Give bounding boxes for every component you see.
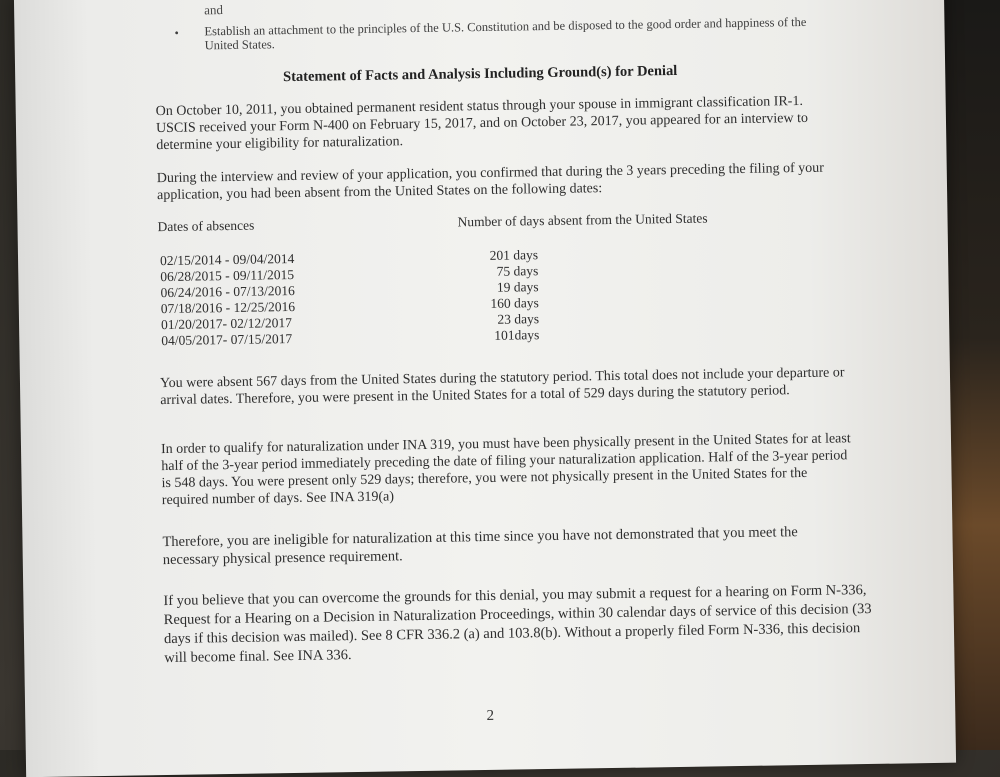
row-dates: 04/05/2017- 07/15/2017 — [161, 331, 293, 349]
header-dates: Dates of absences — [157, 217, 255, 235]
paragraph-status: On October 10, 2011, you obtained permanent resident status through your spouse in immigrant classification IR-1. USCIS received your Form N-400 on February 15, 2017, and on October 23, 2017, you appeared for an interview to determine your eligibility for naturalization. — [155, 93, 809, 154]
absence-table-header — [157, 209, 797, 235]
row-dates: 02/15/2014 - 09/04/2014 — [159, 250, 295, 269]
bullet-text: Establish an attachment to the principles of the U.S. Constitution and be disposed to the good order and happiness of the United States. — [204, 14, 807, 53]
absence-table — [157, 209, 799, 349]
row-days: 201 days — [489, 247, 539, 263]
row-days: 75 days — [496, 263, 539, 279]
row-days: 23 days — [497, 311, 540, 327]
row-dates: 06/28/2015 - 09/11/2015 — [160, 266, 295, 285]
paragraph-requirement: In order to qualify for naturalization under INA 319, you must have been physically present in the United States for at least half of the 3-year period immediately preceding the date of filing your naturalization application. Half of the 3-year period is 548 days. You were present only 529 days; therefore, you were not physically present in the United States for the required number of days. See INA 319(a) — [160, 431, 851, 509]
bullet-dot-icon: • — [174, 25, 179, 40]
paragraph-ineligible: Therefore, you are ineligible for naturalization at this time since you have not demonstrated that you meet the necessary physical presence requirement. — [162, 524, 798, 569]
row-days: 160 days — [490, 295, 539, 311]
paragraph-total-absence: You were absent 567 days from the United States during the statutory period. This total does not include your departure or arrival dates. Therefore, you were present in the United States for a total of 529 days during the statutory period. — [159, 365, 845, 409]
row-days: 19 days — [496, 279, 539, 295]
row-dates: 07/18/2016 - 12/25/2016 — [160, 298, 296, 317]
document-page — [14, 0, 956, 777]
paragraph-interview: During the interview and review of your application, you confirmed that during the 3 years preceding the filing of your application, you had been absent from the United States on the following dates: — [156, 160, 824, 204]
bullet-item — [174, 15, 814, 53]
page-number: 2 — [486, 707, 495, 725]
row-days: 101days — [494, 327, 540, 343]
document-content — [14, 0, 956, 777]
row-dates: 01/20/2017- 02/12/2017 — [160, 315, 293, 333]
top-fragment-text: and — [204, 2, 224, 18]
section-heading: Statement of Facts and Analysis Including Ground(s) for Denial — [282, 62, 678, 86]
row-dates: 06/24/2016 - 07/13/2016 — [160, 282, 295, 301]
header-days: Number of days absent from the United States — [457, 210, 708, 230]
paragraph-hearing: If you believe that you can overcome the grounds for this denial, you may submit a request for a hearing on Form N-336, Request for a Hearing on a Decision in Naturalization Proceedings, within 30 calendar days of service of this decision (33 days if this decision was mailed). See 8 CFR 336.2 (a) and 103.8(b). Without a properly filed Form N-336, this decision will become final. See INA 336. — [163, 582, 872, 667]
